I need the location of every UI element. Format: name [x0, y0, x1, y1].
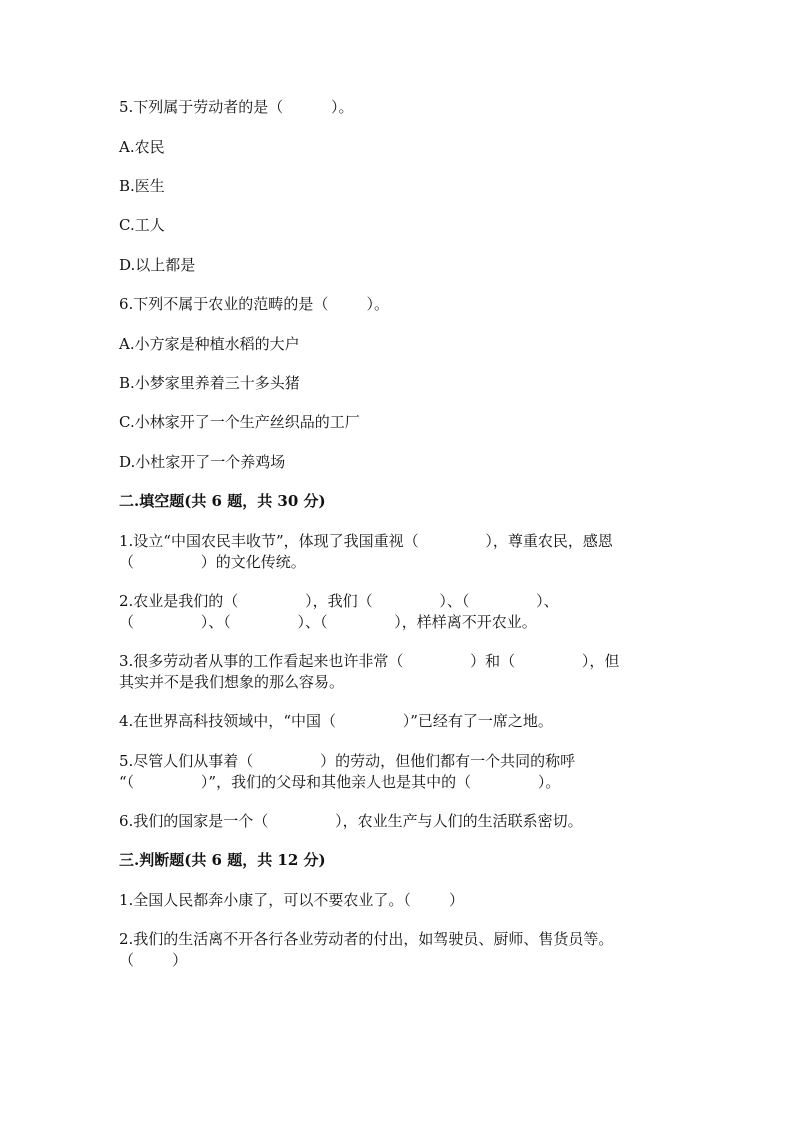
section-heading-fill-in: 二.填空题(共 6 题，共 30 分) — [119, 492, 326, 510]
fill-question-2-line-1: 2.农业是我们的（ ），我们（ ）、（ ）、 — [119, 592, 559, 610]
fill-question-5-line-1: 5.尽管人们从事着（ ）的劳动，但他们都有一个共同的称呼 — [119, 752, 576, 770]
fill-question-3-line-2: 其实并不是我们想象的那么容易。 — [119, 673, 345, 691]
fill-question-2-line-2: （ ）、（ ）、（ ），样样离不开农业。 — [119, 613, 537, 631]
fill-question-1-line-1: 1.设立“中国农民丰收节”，体现了我国重视（ ），尊重农民，感恩 — [119, 532, 613, 550]
section-heading-true-false: 三.判断题(共 6 题，共 12 分) — [119, 851, 326, 869]
judge-question-2-line-2: （ ） — [119, 951, 188, 969]
question-6-option-d: D.小杜家开了一个养鸡场 — [119, 453, 286, 471]
question-5-option-b: B.医生 — [119, 177, 165, 195]
judge-question-2-line-1: 2.我们的生活离不开各行各业劳动者的付出，如驾驶员、厨师、售货员等。 — [119, 930, 614, 948]
fill-question-1-line-2: （ ）的文化传统。 — [119, 553, 306, 571]
question-6-option-c: C.小林家开了一个生产丝织品的工厂 — [119, 413, 360, 431]
question-5-stem: 5.下列属于劳动者的是（ ）。 — [119, 98, 354, 116]
question-5-option-c: C.工人 — [119, 216, 165, 234]
question-6-stem: 6.下列不属于农业的范畴的是（ ）。 — [119, 295, 389, 313]
judge-question-1: 1.全国人民都奔小康了，可以不要农业了。（ ） — [119, 891, 464, 909]
fill-question-6: 6.我们的国家是一个（ ），农业生产与人们的生活联系密切。 — [119, 812, 583, 830]
question-5-option-d: D.以上都是 — [119, 256, 196, 274]
fill-question-3-line-1: 3.很多劳动者从事的工作看起来也许非常（ ）和（ ），但 — [119, 652, 620, 670]
fill-question-5-line-2: “（ ）”，我们的父母和其他亲人也是其中的（ ）。 — [119, 773, 561, 791]
question-6-option-a: A.小方家是种植水稻的大户 — [119, 335, 300, 353]
fill-question-4: 4.在世界高科技领域中，“中国（ ）”已经有了一席之地。 — [119, 712, 553, 730]
question-5-option-a: A.农民 — [119, 138, 165, 156]
question-6-option-b: B.小梦家里养着三十多头猪 — [119, 374, 300, 392]
